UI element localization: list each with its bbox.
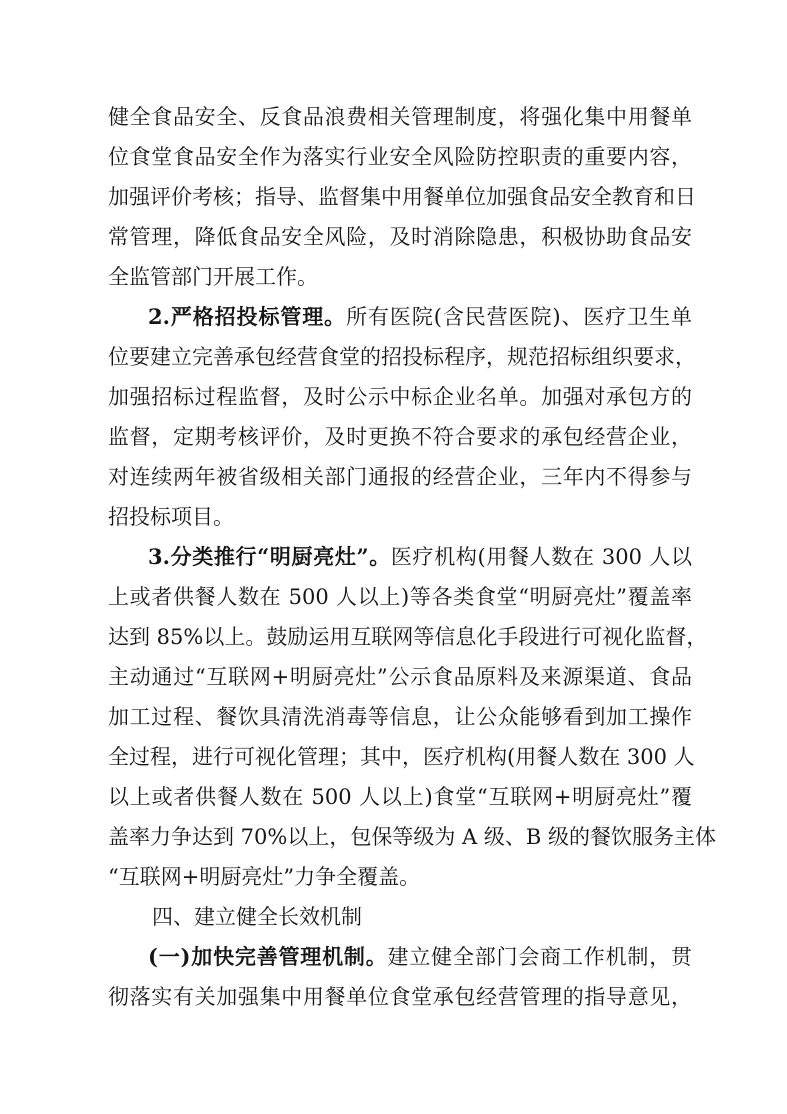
line-text: “互联网+明厨亮灶”力争全覆盖。 — [108, 865, 421, 889]
text-line — [108, 257, 692, 297]
item-lead-bold: (一)加快完善管理机制。 — [148, 944, 388, 969]
text-line — [108, 737, 695, 777]
document-page — [108, 97, 716, 1017]
text-line — [108, 377, 692, 417]
text-line — [108, 97, 692, 137]
text-line — [108, 137, 692, 177]
line-text: 彻落实有关加强集中用餐单位食堂承包经营管理的指导意见， — [108, 985, 692, 1009]
text-line — [108, 617, 708, 657]
line-text: 位食堂食品安全作为落实行业安全风险防控职责的重要内容， — [108, 145, 692, 169]
line-text: 健全食品安全、反食品浪费相关管理制度，将强化集中用餐单 — [108, 105, 692, 129]
paragraph — [108, 537, 716, 897]
text-line — [108, 297, 692, 337]
text-line — [108, 417, 692, 457]
line-text: 以上或者供餐人数在 500 人以上)食堂“互联网+明厨亮灶”覆 — [108, 785, 692, 809]
item-lead-bold: 3.分类推行“明厨亮灶”。 — [148, 544, 391, 569]
paragraph — [108, 97, 696, 297]
line-text: 招投标项目。 — [108, 505, 234, 529]
line-text: 对连续两年被省级相关部门通报的经营企业，三年内不得参与 — [108, 465, 692, 489]
line-text: 位要建立完善承包经营食堂的招投标程序，规范招标组织要求， — [108, 345, 696, 369]
text-line — [108, 577, 692, 617]
paragraph — [108, 937, 692, 1017]
section-heading — [108, 897, 692, 937]
text-line — [108, 817, 716, 857]
text-line — [108, 657, 692, 697]
text-line — [108, 457, 692, 497]
line-text: 加强招标过程监督，及时公示中标企业名单。加强对承包方的 — [108, 385, 692, 409]
text-line — [108, 937, 692, 977]
text-line — [108, 537, 692, 577]
line-text: 全过程，进行可视化管理；其中，医疗机构(用餐人数在 300 人 — [108, 745, 695, 769]
line-text: 主动通过“互联网+明厨亮灶”公示食品原料及来源渠道、食品 — [108, 665, 692, 689]
line-text: 全监管部门开展工作。 — [108, 265, 318, 289]
text-line — [108, 217, 692, 257]
line-text: 医疗机构(用餐人数在 300 人以 — [390, 545, 692, 569]
line-text: 监督，定期考核评价，及时更换不符合要求的承包经营企业， — [108, 425, 692, 449]
text-line — [108, 337, 696, 377]
line-text: 所有医院(含民营医院)、医疗卫生单 — [346, 305, 692, 329]
text-line — [108, 177, 696, 217]
line-text: 建立健全部门会商工作机制，贯 — [387, 945, 692, 969]
line-text: 盖率力争达到 70%以上，包保等级为 A 级、B 级的餐饮服务主体 — [108, 825, 716, 849]
line-text: 加工过程、餐饮具清洗消毒等信息，让公众能够看到加工操作 — [108, 705, 692, 729]
line-text: 四、建立健全长效机制 — [152, 905, 362, 929]
text-line — [108, 857, 692, 897]
line-text: 加强评价考核；指导、监督集中用餐单位加强食品安全教育和日 — [108, 185, 696, 209]
text-line — [108, 977, 692, 1017]
item-lead-bold: 2.严格招投标管理。 — [148, 304, 347, 329]
paragraph — [108, 297, 696, 537]
line-text: 上或者供餐人数在 500 人以上)等各类食堂“明厨亮灶”覆盖率 — [108, 585, 692, 609]
text-line — [108, 697, 692, 737]
text-line — [108, 897, 692, 937]
text-line — [108, 497, 692, 537]
text-line — [108, 777, 692, 817]
line-text: 常管理，降低食品安全风险，及时消除隐患，积极协助食品安 — [108, 225, 692, 249]
line-text: 达到 85%以上。鼓励运用互联网等信息化手段进行可视化监督， — [108, 625, 708, 649]
